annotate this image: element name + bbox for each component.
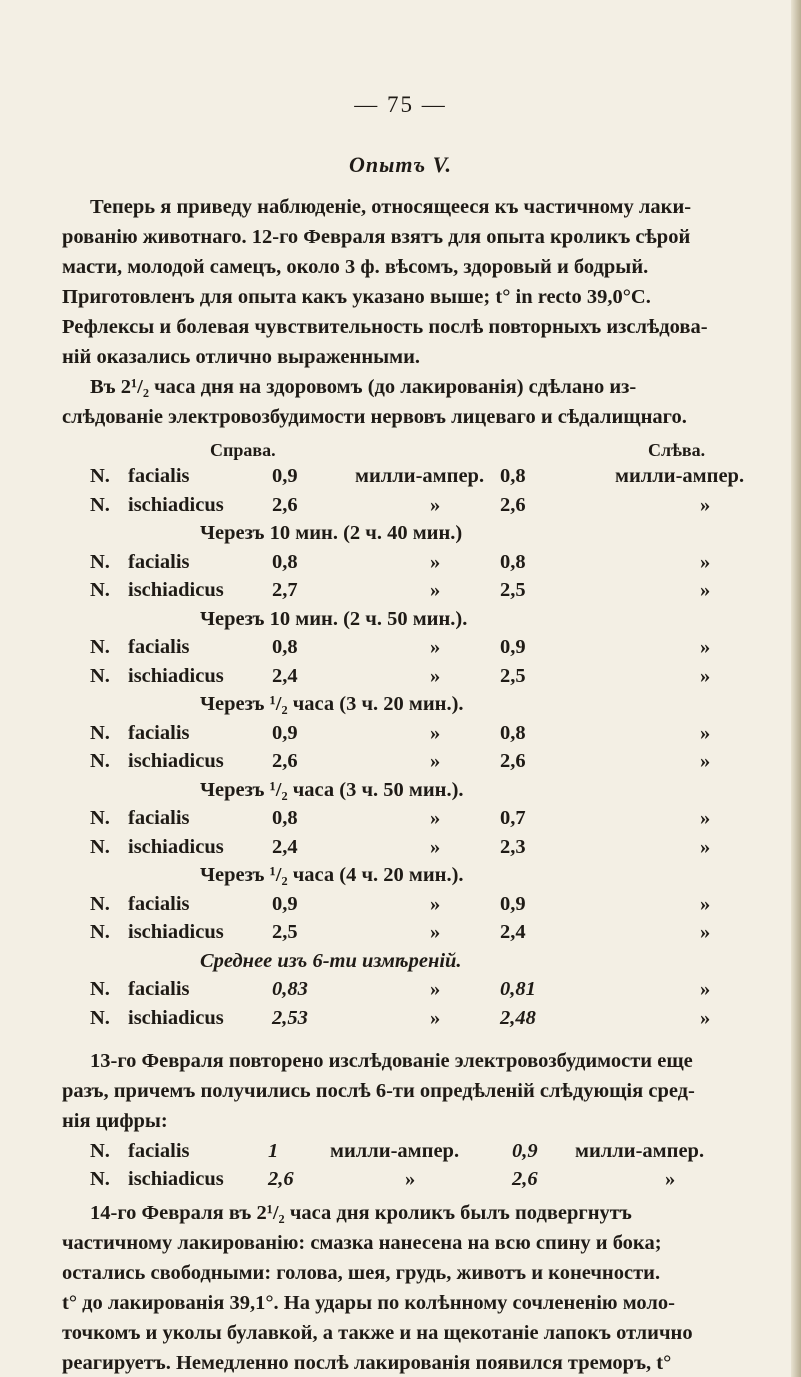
text-line: рованію животнаго. 12-го Февраля взятъ для опыта кроликъ сѣрой bbox=[62, 226, 691, 248]
nerve-prefix: N. bbox=[90, 750, 110, 772]
text-line: Приготовленъ для опыта какъ указано выше; t° in recto 39,0°С. bbox=[62, 286, 651, 308]
left-value: 0,9 bbox=[500, 892, 526, 915]
right-unit: » bbox=[405, 1168, 416, 1190]
nerve-prefix: N. bbox=[90, 892, 110, 915]
right-unit: » bbox=[430, 550, 441, 573]
right-unit: » bbox=[430, 636, 441, 658]
nerve-prefix: N. bbox=[90, 493, 110, 516]
nerve-prefix: N. bbox=[90, 465, 110, 487]
text-line: частичному лакированію: смазка нанесена на всю спину и бока; bbox=[62, 1232, 662, 1254]
experiment-heading: Опытъ V. bbox=[349, 152, 452, 177]
right-value: 2,7 bbox=[272, 579, 298, 601]
text-line: Рефлексы и болевая чувствительность послѣ повторныхъ изслѣдова- bbox=[62, 316, 708, 338]
text-line: t° до лакированія 39,1°. На удары по колѣнному сочлененію моло- bbox=[62, 1292, 675, 1314]
left-unit: » bbox=[700, 550, 711, 573]
text-line: слѣдованіе электровозбудимости нервовъ лицеваго и сѣдалищнаго. bbox=[62, 406, 687, 428]
nerve-name: facialis bbox=[128, 465, 190, 487]
right-unit: » bbox=[430, 892, 441, 915]
interval-label: Черезъ ¹/₂ часа (3 ч. 50 мин.). bbox=[200, 778, 464, 801]
right-unit: » bbox=[430, 807, 441, 829]
interval-label: Черезъ 10 мин. (2 ч. 40 мин.) bbox=[200, 522, 463, 544]
nerve-name: facialis bbox=[128, 550, 190, 573]
text-line: 13-го Февраля повторено изслѣдованіе электровозбудимости еще bbox=[90, 1050, 693, 1072]
nerve-prefix: N. bbox=[90, 721, 110, 744]
nerve-name: facialis bbox=[128, 636, 190, 658]
nerve-prefix: N. bbox=[90, 1140, 110, 1162]
left-value: 2,6 bbox=[512, 1168, 538, 1190]
nerve-prefix: N. bbox=[90, 807, 110, 829]
right-value: 2,4 bbox=[272, 835, 298, 858]
right-unit: » bbox=[430, 750, 441, 772]
nerve-prefix: N. bbox=[90, 1006, 110, 1029]
right-unit: » bbox=[430, 579, 441, 601]
left-unit: » bbox=[700, 579, 711, 601]
left-unit: » bbox=[700, 892, 711, 915]
text-line: разъ, причемъ получились послѣ 6-ти опредѣленій слѣдующія сред- bbox=[62, 1080, 695, 1102]
right-value: 0,8 bbox=[272, 807, 298, 829]
left-value: 2,3 bbox=[500, 835, 526, 858]
left-unit: » bbox=[700, 807, 711, 829]
nerve-name: ischiadicus bbox=[128, 750, 224, 772]
nerve-prefix: N. bbox=[90, 664, 110, 687]
right-unit: » bbox=[430, 664, 441, 687]
nerve-name: facialis bbox=[128, 892, 190, 915]
right-value: 2,53 bbox=[272, 1006, 308, 1029]
nerve-name: facialis bbox=[128, 721, 190, 744]
right-value: 2,6 bbox=[272, 493, 298, 516]
right-value: 0,83 bbox=[272, 978, 308, 1000]
left-value: 2,5 bbox=[500, 579, 526, 601]
right-value: 0,9 bbox=[272, 892, 298, 915]
left-unit: » bbox=[700, 721, 711, 744]
right-unit: » bbox=[430, 978, 441, 1000]
text-line: остались свободными: голова, шея, грудь, животъ и конечности. bbox=[62, 1262, 661, 1284]
left-unit: » bbox=[700, 835, 711, 858]
text-line: ній оказались отлично выраженными. bbox=[62, 346, 421, 368]
right-unit: » bbox=[430, 721, 441, 744]
right-value: 2,4 bbox=[272, 664, 298, 687]
page-edge bbox=[791, 0, 801, 1377]
right-value: 0,9 bbox=[272, 465, 298, 487]
nerve-prefix: N. bbox=[90, 835, 110, 858]
right-value: 2,5 bbox=[272, 921, 298, 943]
nerve-name: facialis bbox=[128, 1140, 190, 1162]
left-value: 0,8 bbox=[500, 721, 526, 744]
right-value: 1 bbox=[268, 1140, 279, 1162]
left-unit: » bbox=[700, 636, 711, 658]
left-unit: » bbox=[700, 664, 711, 687]
nerve-name: facialis bbox=[128, 978, 190, 1000]
right-value: 2,6 bbox=[272, 750, 298, 772]
left-unit: » bbox=[700, 493, 711, 516]
right-value: 0,8 bbox=[272, 636, 298, 658]
left-unit: » bbox=[700, 750, 711, 772]
left-value: 2,4 bbox=[500, 921, 526, 943]
nerve-prefix: N. bbox=[90, 579, 110, 601]
nerve-prefix: N. bbox=[90, 550, 110, 573]
left-value: 0,9 bbox=[512, 1140, 538, 1162]
left-unit: » bbox=[700, 921, 711, 943]
nerve-name: ischiadicus bbox=[128, 1168, 224, 1190]
right-unit: милли-ампер. bbox=[355, 465, 485, 487]
nerve-prefix: N. bbox=[90, 636, 110, 658]
left-value: 2,5 bbox=[500, 664, 526, 687]
nerve-name: facialis bbox=[128, 807, 190, 829]
nerve-name: ischiadicus bbox=[128, 664, 224, 687]
interval-label: Черезъ 10 мин. (2 ч. 50 мин.). bbox=[200, 607, 468, 630]
text-line: реагируетъ. Немедленно послѣ лакированія появился треморъ, t° bbox=[62, 1352, 672, 1374]
nerve-name: ischiadicus bbox=[128, 835, 224, 858]
nerve-name: ischiadicus bbox=[128, 493, 224, 516]
left-side-header: Слѣва. bbox=[648, 440, 706, 460]
nerve-prefix: N. bbox=[90, 1168, 110, 1190]
left-unit: » bbox=[700, 1006, 711, 1029]
text-line: точкомъ и уколы булавкой, а также и на щекотаніе лапокъ отлично bbox=[62, 1322, 693, 1344]
left-value: 0,7 bbox=[500, 807, 526, 829]
nerve-name: ischiadicus bbox=[128, 1006, 224, 1029]
average-label: Среднее изъ 6-ти измѣреній. bbox=[200, 949, 462, 972]
interval-label: Черезъ ¹/₂ часа (3 ч. 20 мин.). bbox=[200, 693, 464, 715]
nerve-prefix: N. bbox=[90, 921, 110, 943]
left-value: 2,6 bbox=[500, 750, 526, 772]
left-unit: » bbox=[665, 1168, 676, 1190]
right-unit: милли-ампер. bbox=[330, 1140, 460, 1162]
left-unit: милли-ампер. bbox=[615, 465, 745, 487]
interval-label: Черезъ ¹/₂ часа (4 ч. 20 мин.). bbox=[200, 864, 464, 886]
page-number: — 75 — bbox=[354, 92, 447, 117]
left-value: 2,6 bbox=[500, 493, 526, 516]
text-line: масти, молодой самецъ, около 3 ф. вѣсомъ, здоровый и бодрый. bbox=[62, 256, 649, 278]
text-line: 14-го Февраля въ 2¹/₂ часа дня кроликъ былъ подвергнутъ bbox=[90, 1202, 632, 1224]
left-value: 0,9 bbox=[500, 636, 526, 658]
left-value: 0,8 bbox=[500, 465, 526, 487]
nerve-prefix: N. bbox=[90, 978, 110, 1000]
left-unit: » bbox=[700, 978, 711, 1000]
left-value: 0,81 bbox=[500, 978, 536, 1000]
right-unit: » bbox=[430, 1006, 441, 1029]
left-unit: милли-ампер. bbox=[575, 1140, 705, 1162]
text-line: Теперь я приведу наблюденіе, относящееся къ частичному лаки- bbox=[90, 196, 692, 218]
right-unit: » bbox=[430, 835, 441, 858]
left-value: 2,48 bbox=[500, 1006, 536, 1029]
nerve-name: ischiadicus bbox=[128, 921, 224, 943]
right-unit: » bbox=[430, 493, 441, 516]
nerve-name: ischiadicus bbox=[128, 579, 224, 601]
right-value: 0,9 bbox=[272, 721, 298, 744]
text-line: нія цифры: bbox=[62, 1110, 168, 1132]
right-value: 0,8 bbox=[272, 550, 298, 573]
right-side-header: Справа. bbox=[210, 440, 276, 460]
right-value: 2,6 bbox=[268, 1168, 294, 1190]
left-value: 0,8 bbox=[500, 550, 526, 573]
text-line: Въ 2¹/₂ часа дня на здоровомъ (до лакированія) сдѣлано из- bbox=[90, 376, 637, 398]
right-unit: » bbox=[430, 921, 441, 943]
